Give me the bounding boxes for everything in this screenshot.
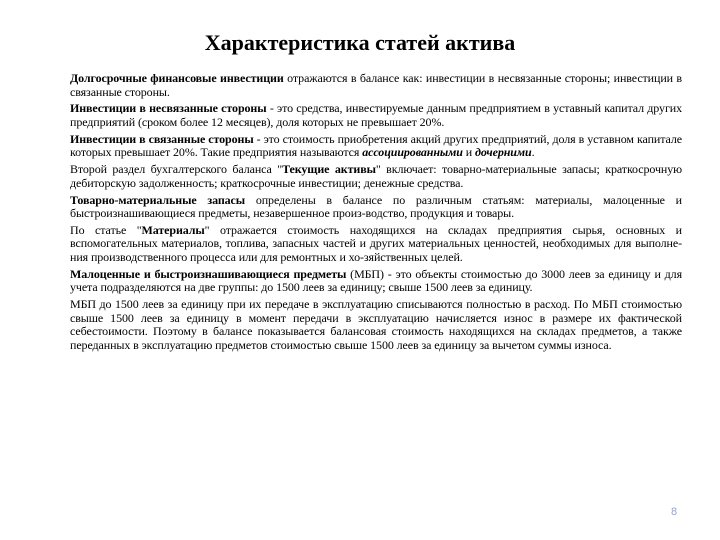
paragraph-text: . xyxy=(531,145,535,160)
term-associated: ассоциированными xyxy=(362,145,463,160)
paragraph-text: отражаются в балансе как: инвестиции в несвязанные стороны; инвестиции в связанные стороны. xyxy=(70,71,683,99)
paragraph-text: и xyxy=(462,145,475,160)
paragraph-text: определены в балансе по различным статьям: материалы, малоценные и быстроизнашивающиеся предметы, незавершенное произ-водство, продукция и товары. xyxy=(70,192,682,221)
paragraph-low-value-items xyxy=(70,268,682,295)
term-long-term-investments: Долгосрочные финансовые инвестиции xyxy=(70,71,284,85)
term-materials: Материалы xyxy=(141,222,205,237)
paragraph-low-value-items-accounting xyxy=(70,298,682,352)
paragraph-text: - это стоимость приобретения акций других предприятий, доля в уставном капитале которых превышает 20%. Такие предприятия называются xyxy=(70,131,682,160)
term-low-value-items: Малоценные и быстроизнашивающиеся предметы xyxy=(70,266,347,281)
slide-title: Характеристика статей актива xyxy=(204,30,516,55)
paragraph-long-term-investments xyxy=(70,72,682,99)
slide-body xyxy=(70,72,682,356)
paragraph-current-assets xyxy=(70,163,682,190)
paragraph-unrelated-investments xyxy=(70,102,682,129)
paragraph-text: Второй раздел бухгалтерского баланса " xyxy=(70,162,283,177)
paragraph-text: По статье " xyxy=(70,222,142,237)
page-number: 8 xyxy=(670,506,678,518)
paragraph-related-investments xyxy=(70,133,682,160)
paragraph-text: - это средства, инвестируемые данным предприятием в уставный капитал других предприятий (сроком более 12 месяцев), доля которых не превышает 20%. xyxy=(70,101,682,129)
paragraph-text: " включает: товарно-материальные запасы; краткосрочную дебиторскую задолженность; краткосрочные инвестиции; денежные средства. xyxy=(70,162,682,190)
paragraph-inventories xyxy=(70,194,682,221)
term-related-investments: Инвестиции в связанные стороны xyxy=(70,131,254,146)
paragraph-text: (МБП) - это объекты стоимостью до 3000 леев за единицу и для учета подразделяются на две группы: до 1500 леев за единицу; свыше 1500 леев за единицу. xyxy=(70,266,682,295)
paragraph-text: " отражается стоимость находящихся на складах предприятия сырья, основных и вспомогательных материалов, топлива, запасных частей и других материальных ценностей, необходимых для выполне-ния производственного процесса или для ремонтных и хо-зяйственных целей. xyxy=(70,222,682,265)
paragraph-materials xyxy=(70,224,682,265)
term-unrelated-investments: Инвестиции в несвязанные стороны xyxy=(70,101,267,116)
term-current-assets: Текущие активы xyxy=(282,162,376,177)
term-inventories: Товарно-материальные запасы xyxy=(70,192,246,207)
term-subsidiaries: дочерними xyxy=(474,145,532,160)
paragraph-text: МБП до 1500 леев за единицу при их передаче в эксплуатацию списываются полностью в расход. По МБП стоимостью свыше 1500 леев за единицу в момент передачи в эксплуатацию начисляется износ в размере их фактической себестоимости. Поэтому в балансе показывается балансовая стоимость находящихся на складах предметов, а также переданных в эксплуатацию предметов стоимостью свыше 1500 леев за единицу за вычетом суммы износа. xyxy=(70,297,682,352)
